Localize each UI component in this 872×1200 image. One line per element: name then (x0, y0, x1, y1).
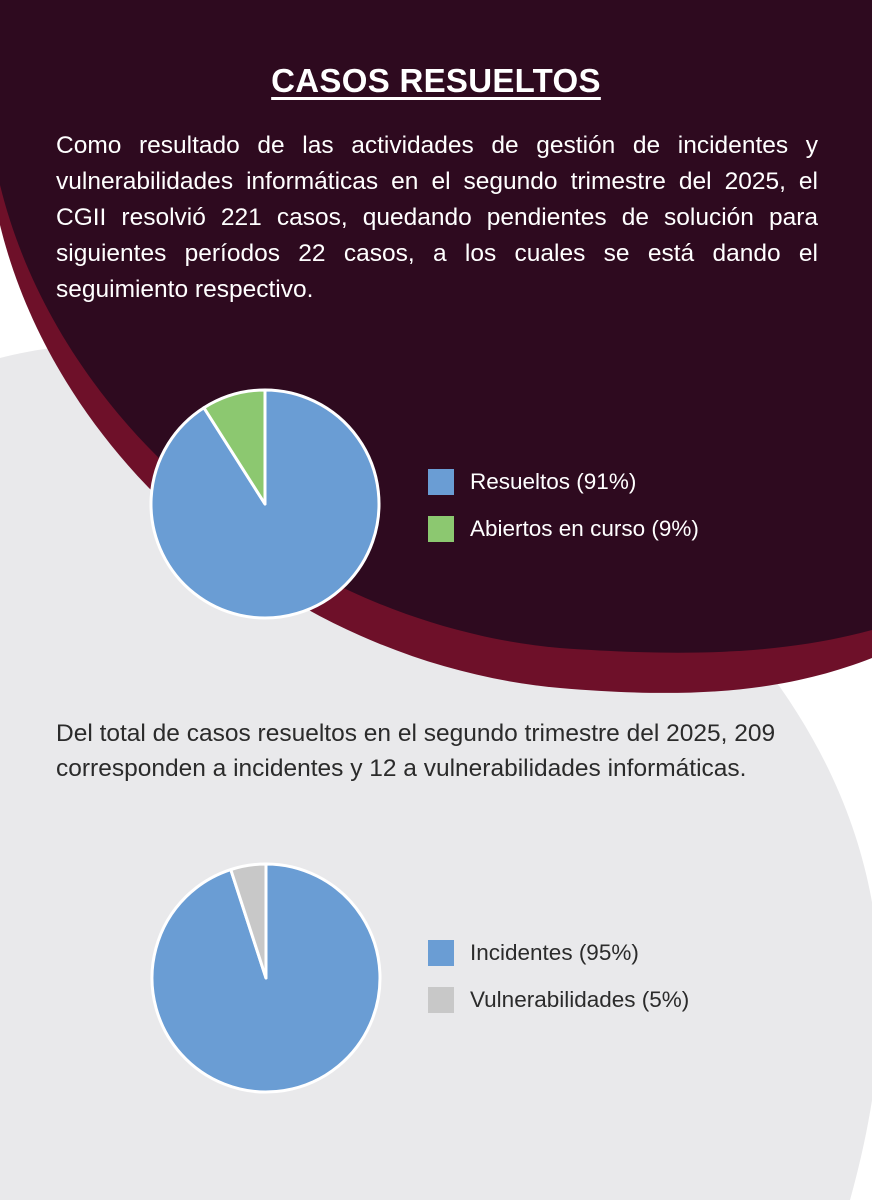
intro-paragraph: Como resultado de las actividades de gestión de incidentes y vulnerabilidades informáticas en el segundo trimestre del 2025, el CGII resolvió 221 casos, quedando pendientes de solución para siguientes períodos 22 casos, a los cuales se está dando el seguimiento respectivo. (56, 132, 818, 303)
legend-label-vulnerabilidades: Vulnerabilidades (5%) (470, 987, 690, 1012)
legend-label-resueltos: Resueltos (91%) (470, 469, 637, 494)
legend-swatch-green (428, 516, 454, 542)
legend-item (428, 982, 689, 1018)
pie-chart-resolved-vs-open (147, 386, 383, 622)
legend-swatch-gray (428, 987, 454, 1013)
summary-paragraph: Del total de casos resueltos en el segundo trimestre del 2025, 209 corresponden a incidentes y 12 a vulnerabilidades informáticas. (56, 720, 776, 782)
legend-incidents-vs-vulnerabilities (428, 935, 689, 1029)
legend-item (428, 935, 689, 971)
legend-label-incidentes: Incidentes (95%) (470, 940, 639, 965)
page-title: CASOS RESUELTOS (271, 62, 601, 99)
legend-swatch-blue (428, 940, 454, 966)
legend-label-abiertos: Abiertos en curso (9%) (470, 516, 699, 541)
legend-resolved-vs-open (428, 464, 699, 558)
legend-item (428, 464, 699, 500)
pie-chart-incidents-vs-vulnerabilities (148, 860, 384, 1096)
legend-item (428, 511, 699, 547)
legend-swatch-blue (428, 469, 454, 495)
